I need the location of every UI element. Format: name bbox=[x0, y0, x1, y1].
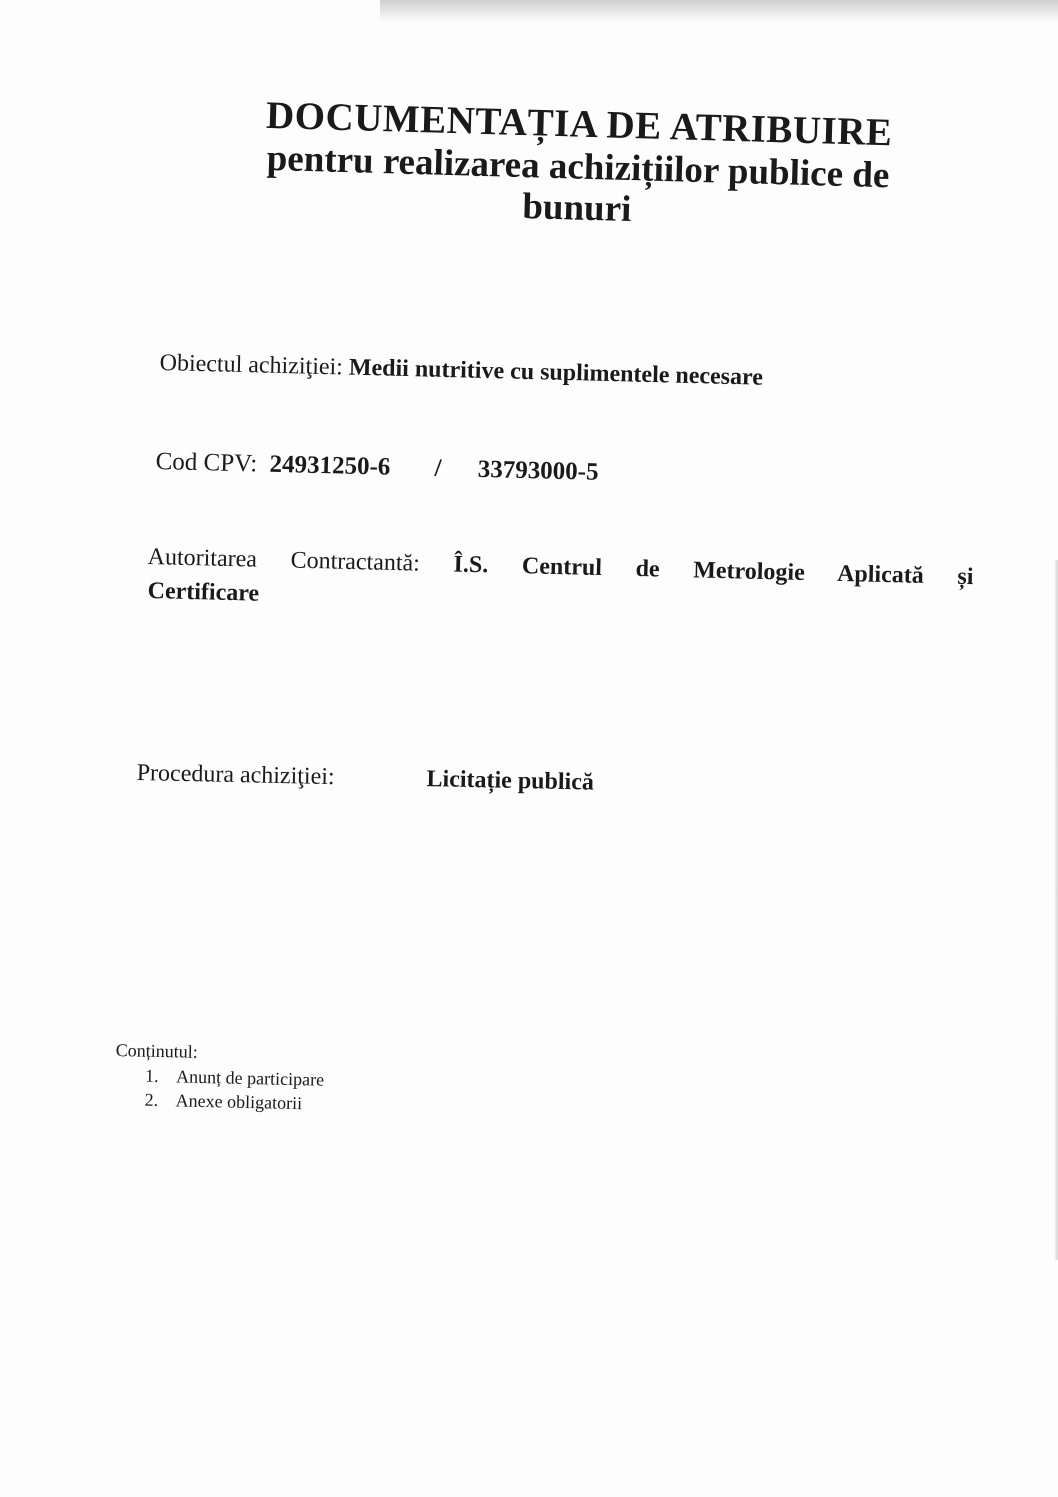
list-item-text: Anexe obligatorii bbox=[175, 1089, 303, 1113]
cpv-code-2: 33793000-5 bbox=[477, 455, 599, 486]
contents-title: Conținutul: bbox=[115, 1040, 198, 1062]
autoritate-value-line-2: Certificare bbox=[147, 578, 260, 607]
autoritate-label: Autoritarea Contractantă: bbox=[147, 544, 421, 577]
scan-shadow-top bbox=[380, 0, 1058, 22]
list-item-number: 1. bbox=[144, 1065, 159, 1086]
obiect-row bbox=[159, 350, 763, 392]
obiect-value: Medii nutritive cu suplimentele necesare bbox=[348, 354, 764, 391]
title-line-1: DOCUMENTAȚIA DE ATRIBUIRE bbox=[265, 93, 893, 155]
contents-section bbox=[114, 1040, 325, 1117]
cpv-label: Cod CPV: bbox=[155, 448, 258, 478]
procedura-label: Procedura achiziţiei: bbox=[136, 760, 335, 791]
procedura-row bbox=[136, 760, 594, 797]
cpv-separator: / bbox=[434, 454, 442, 482]
scan-shadow-right bbox=[1054, 560, 1058, 1260]
autoritate-row-continued bbox=[147, 578, 259, 608]
contents-list bbox=[114, 1065, 324, 1115]
cpv-code-1: 24931250-6 bbox=[269, 450, 391, 481]
procedura-value: Licitație publică bbox=[426, 766, 595, 796]
document-title bbox=[196, 92, 959, 240]
title-line-2: pentru realizarea achizițiilor publice de bbox=[266, 137, 890, 196]
list-item bbox=[145, 1066, 324, 1092]
list-item-number: 2. bbox=[144, 1089, 159, 1110]
autoritate-value-line-1: Î.S. Centrul de Metrologie Aplicată și bbox=[453, 551, 974, 591]
cpv-row bbox=[155, 448, 599, 487]
obiect-label: Obiectul achiziţiei: bbox=[159, 350, 344, 381]
list-item-text: Anunț de participare bbox=[175, 1066, 325, 1090]
title-line-3: bunuri bbox=[521, 186, 632, 231]
autoritate-row bbox=[147, 545, 973, 590]
list-item bbox=[144, 1089, 323, 1115]
